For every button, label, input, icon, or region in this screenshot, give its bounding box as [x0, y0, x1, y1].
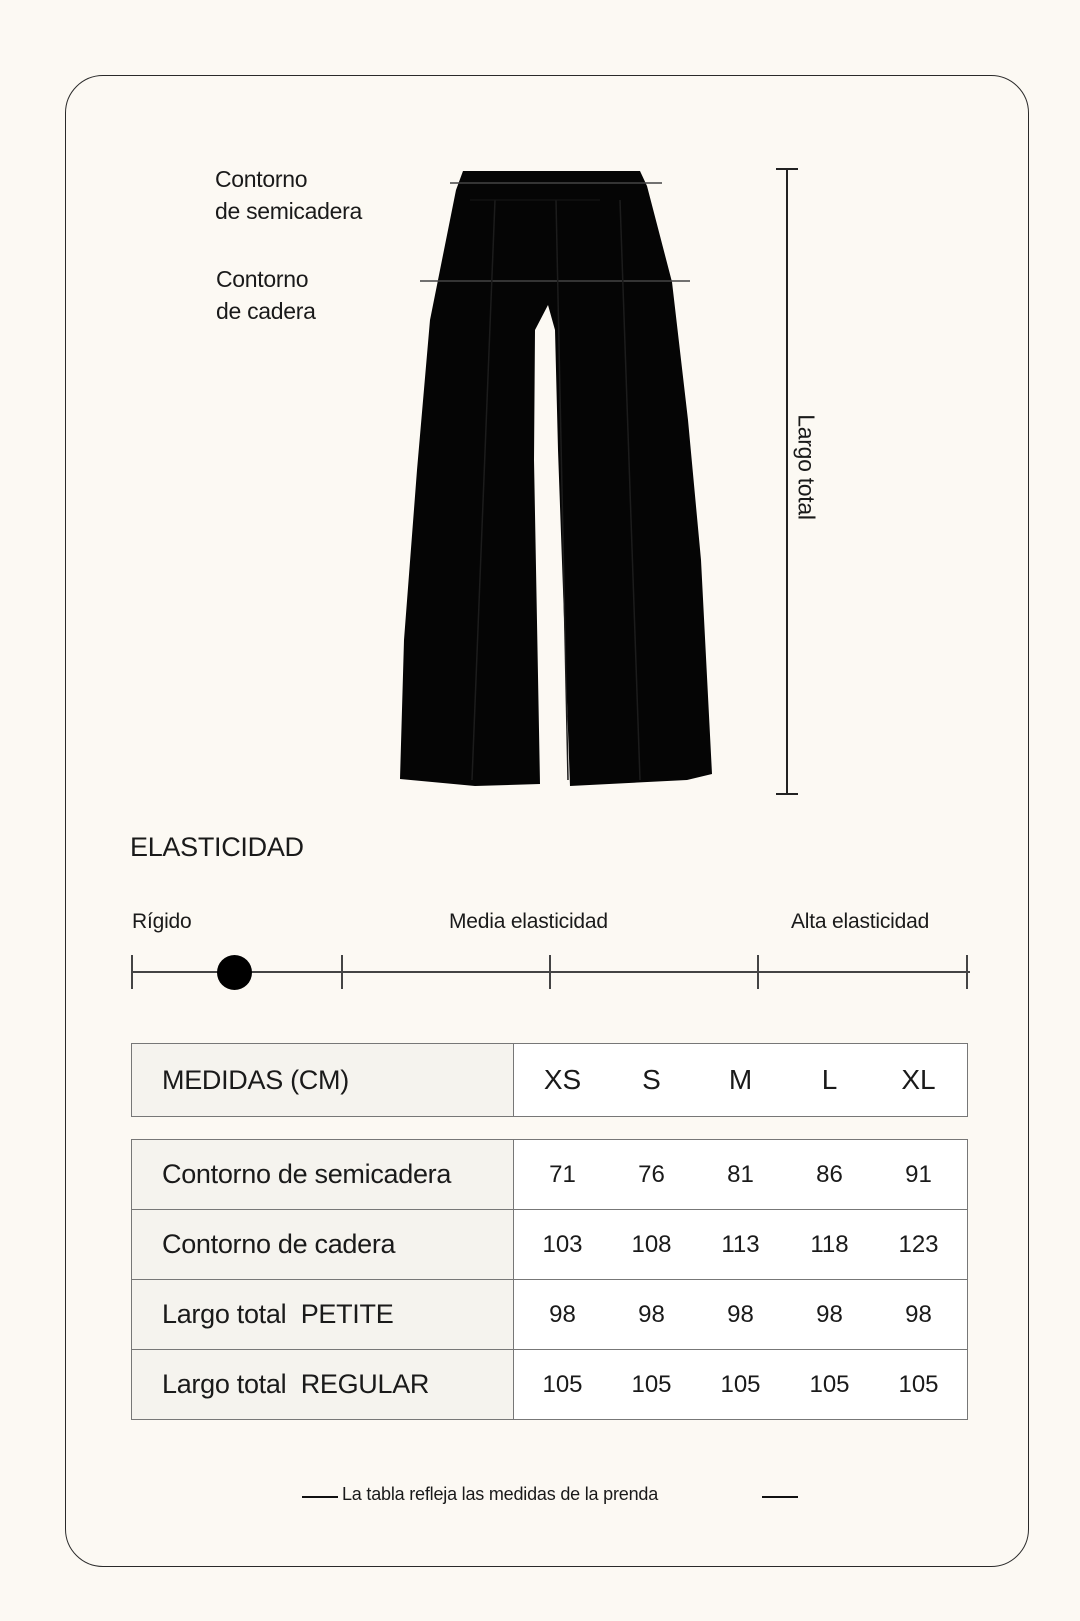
table-cell: 105 [809, 1370, 850, 1398]
size-s: S [642, 1064, 661, 1095]
row-label: Contorno de semicadera [132, 1140, 514, 1210]
row-values [514, 1280, 968, 1350]
semicadera-label-line1: Contorno [215, 166, 308, 192]
table-cell: 113 [721, 1230, 760, 1258]
table-cell: 98 [905, 1300, 932, 1328]
table-row [132, 1210, 968, 1280]
table-cell: 81 [727, 1160, 754, 1188]
footer-dash-left [302, 1496, 338, 1498]
elasticity-level-marker [217, 955, 252, 990]
elasticity-mid-label: Media elasticidad [449, 910, 608, 933]
table-cell: 98 [638, 1300, 665, 1328]
cadera-label-line1: Contorno [216, 266, 309, 292]
sizes-header [514, 1044, 968, 1117]
elasticity-scale [132, 971, 970, 973]
elasticity-tick [966, 955, 968, 989]
size-m: M [728, 1064, 753, 1095]
table-row [132, 1350, 968, 1420]
row-values [514, 1210, 968, 1280]
table-cell: 91 [905, 1160, 932, 1188]
table-cell: 71 [549, 1160, 576, 1188]
table-cell: 103 [542, 1230, 583, 1258]
elasticity-high-label: Alta elasticidad [791, 910, 930, 933]
length-bottom-cap [776, 793, 798, 795]
table-cell: 105 [720, 1370, 761, 1398]
length-line [786, 168, 788, 795]
table-cell: 108 [631, 1230, 672, 1258]
table-cell: 118 [810, 1230, 849, 1258]
elasticity-title: ELASTICIDAD [130, 832, 304, 862]
table-cell: 86 [816, 1160, 843, 1188]
measurements-table [131, 1139, 968, 1420]
elasticity-low-label: Rígido [132, 910, 192, 933]
sizes-header-table [131, 1043, 968, 1117]
table-cell: 105 [542, 1370, 583, 1398]
row-values [514, 1350, 968, 1420]
table-cell: 105 [898, 1370, 939, 1398]
elasticity-tick [549, 955, 551, 989]
row-values [514, 1140, 968, 1210]
size-xs: XS [543, 1064, 582, 1095]
elasticity-tick [757, 955, 759, 989]
row-label: Largo total PETITE [132, 1280, 514, 1350]
footer-dash-right [762, 1496, 798, 1498]
table-cell: 105 [631, 1370, 672, 1398]
table-cell: 98 [549, 1300, 576, 1328]
table-cell: 98 [816, 1300, 843, 1328]
table-cell: 98 [727, 1300, 754, 1328]
size-l: L [821, 1064, 838, 1095]
semicadera-label-line2: de semicadera [215, 198, 362, 224]
elasticity-tick [341, 955, 343, 989]
measurements-header: MEDIDAS (CM) [132, 1044, 514, 1117]
largo-total-label: Largo total [793, 414, 820, 520]
row-label: Largo total REGULAR [132, 1350, 514, 1420]
footer-note: La tabla refleja las medidas de la prenda [342, 1484, 659, 1504]
size-xl: XL [901, 1064, 936, 1095]
table-row [132, 1140, 968, 1210]
cadera-label-line2: de cadera [216, 298, 316, 324]
elasticity-tick [131, 955, 133, 989]
table-row [132, 1280, 968, 1350]
table-cell: 76 [638, 1160, 665, 1188]
row-label: Contorno de cadera [132, 1210, 514, 1280]
table-cell: 123 [898, 1230, 939, 1258]
